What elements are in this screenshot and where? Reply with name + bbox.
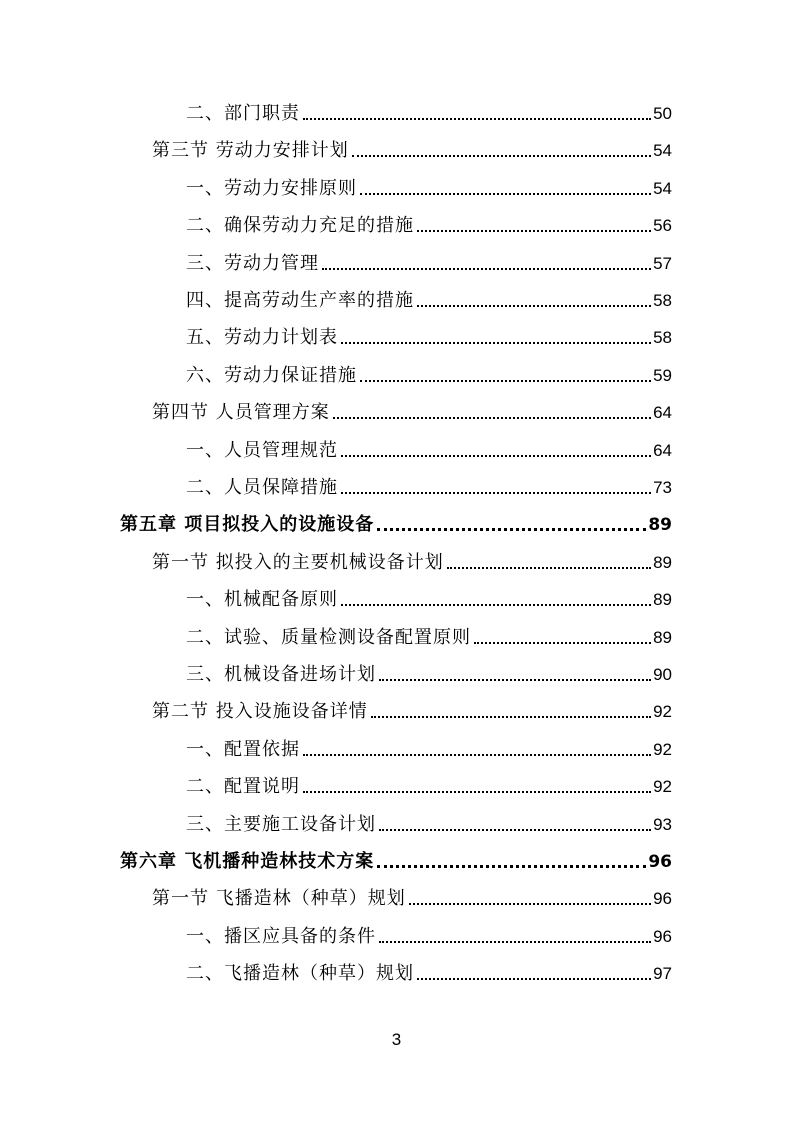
toc-entry-page: 96 (648, 852, 672, 872)
toc-subsection-entry[interactable] (186, 432, 672, 462)
toc-entry-page: 89 (653, 627, 672, 647)
toc-dot-leader (417, 978, 651, 980)
toc-section-entry[interactable] (152, 132, 672, 162)
toc-entry-title: 一、劳动力安排原则 (186, 177, 357, 199)
toc-dot-leader (322, 268, 651, 270)
toc-entry-title: 二、部门职责 (186, 103, 300, 124)
toc-dot-leader (379, 829, 651, 831)
toc-entry-page: 58 (653, 291, 672, 310)
toc-entry-title: 二、飞播造林（种草）规划 (186, 963, 414, 985)
toc-dot-leader (409, 903, 651, 905)
toc-entry-page: 93 (653, 814, 672, 834)
toc-entry-title: 一、播区应具备的条件 (186, 925, 376, 947)
toc-dot-leader (341, 455, 651, 457)
toc-entry-page: 64 (653, 403, 672, 423)
toc-entry-title: 二、试验、质量检测设备配置原则 (186, 626, 471, 648)
toc-entry-title: 三、主要施工设备计划 (186, 813, 376, 835)
toc-subsection-entry[interactable] (186, 357, 672, 387)
toc-entry-page: 56 (653, 216, 672, 236)
toc-dot-leader (360, 380, 651, 382)
toc-entry-page: 92 (653, 739, 672, 759)
toc-subsection-entry[interactable] (186, 731, 672, 761)
toc-entry-page: 97 (653, 964, 672, 984)
toc-subsection-entry[interactable] (186, 768, 672, 798)
toc-entry-page: 59 (653, 365, 672, 385)
toc-entry-page: 90 (653, 665, 672, 684)
toc-entry-page: 54 (653, 141, 672, 161)
toc-entry-page: 73 (653, 478, 672, 497)
toc-subsection-entry[interactable] (186, 581, 672, 611)
toc-entry-title: 三、机械设备进场计划 (186, 664, 376, 685)
toc-dot-leader (417, 230, 651, 232)
toc-subsection-entry[interactable] (186, 245, 672, 275)
toc-entry-page: 89 (648, 515, 672, 536)
toc-entry-title: 第四节 人员管理方案 (152, 402, 330, 424)
toc-entry-page: 89 (653, 552, 672, 572)
toc-subsection-entry[interactable] (186, 656, 672, 686)
toc-subsection-entry[interactable] (186, 619, 672, 649)
toc-entry-title: 四、提高劳动生产率的措施 (186, 290, 414, 311)
toc-subsection-entry[interactable] (186, 95, 672, 125)
toc-dot-leader (447, 567, 651, 569)
toc-dot-leader (371, 716, 651, 718)
toc-entry-title: 三、劳动力管理 (186, 252, 319, 274)
toc-entry-title: 二、确保劳动力充足的措施 (186, 215, 414, 237)
toc-entry-page: 64 (653, 440, 672, 460)
toc-section-entry[interactable] (152, 880, 672, 910)
toc-entry-title: 六、劳动力保证措施 (186, 364, 357, 386)
toc-entry-page: 92 (653, 777, 672, 797)
toc-entry-page: 57 (653, 253, 672, 273)
toc-chapter-entry[interactable] (120, 843, 672, 873)
toc-dot-leader (379, 679, 651, 681)
toc-dot-leader (474, 642, 651, 644)
toc-entry-page: 54 (653, 178, 672, 198)
toc-dot-leader (417, 305, 651, 307)
toc-subsection-entry[interactable] (186, 282, 672, 312)
toc-subsection-entry[interactable] (186, 918, 672, 948)
toc-entry-title: 第一节 拟投入的主要机械设备计划 (152, 551, 444, 573)
toc-entry-page: 92 (653, 702, 672, 722)
toc-dot-leader (377, 528, 646, 531)
toc-dot-leader (341, 342, 651, 344)
toc-subsection-entry[interactable] (186, 469, 672, 499)
toc-subsection-entry[interactable] (186, 170, 672, 200)
toc-section-entry[interactable] (152, 394, 672, 424)
toc-dot-leader (303, 754, 651, 756)
toc-entry-title: 二、配置说明 (186, 776, 300, 798)
toc-entry-page: 96 (653, 889, 672, 909)
toc-dot-leader (379, 941, 651, 943)
toc-entry-title: 第三节 劳动力安排计划 (152, 140, 349, 162)
page-number: 3 (391, 1030, 402, 1049)
toc-section-entry[interactable] (152, 693, 672, 723)
toc-section-entry[interactable] (152, 544, 672, 574)
toc-subsection-entry[interactable] (186, 955, 672, 985)
toc-dot-leader (360, 193, 651, 195)
toc-entry-page: 58 (653, 328, 672, 348)
toc-chapter-entry[interactable] (120, 506, 672, 536)
toc-subsection-entry[interactable] (186, 806, 672, 836)
toc-dot-leader (303, 118, 651, 120)
toc-dot-leader (303, 791, 651, 793)
toc-dot-leader (352, 155, 651, 157)
toc-subsection-entry[interactable] (186, 319, 672, 349)
toc-entry-page: 89 (653, 590, 672, 610)
toc-subsection-entry[interactable] (186, 207, 672, 237)
toc-entry-title: 一、机械配备原则 (186, 589, 338, 611)
toc-entry-title: 二、人员保障措施 (186, 477, 338, 498)
toc-entry-title: 一、配置依据 (186, 738, 300, 760)
toc-entry-title: 第五章 项目拟投入的设施设备 (120, 514, 375, 536)
toc-entry-title: 第二节 投入设施设备详情 (152, 701, 368, 723)
toc-entry-title: 第一节 飞播造林（种草）规划 (152, 888, 406, 910)
toc-dot-leader (333, 417, 651, 419)
toc-entry-page: 96 (653, 926, 672, 946)
toc-entry-title: 一、人员管理规范 (186, 439, 338, 461)
toc-dot-leader (377, 865, 646, 868)
toc-entry-title: 五、劳动力计划表 (186, 327, 338, 349)
toc-entry-page: 50 (653, 104, 672, 123)
toc-entry-title: 第六章 飞机播种造林技术方案 (120, 851, 375, 872)
toc-dot-leader (341, 604, 651, 606)
toc-dot-leader (341, 492, 651, 494)
